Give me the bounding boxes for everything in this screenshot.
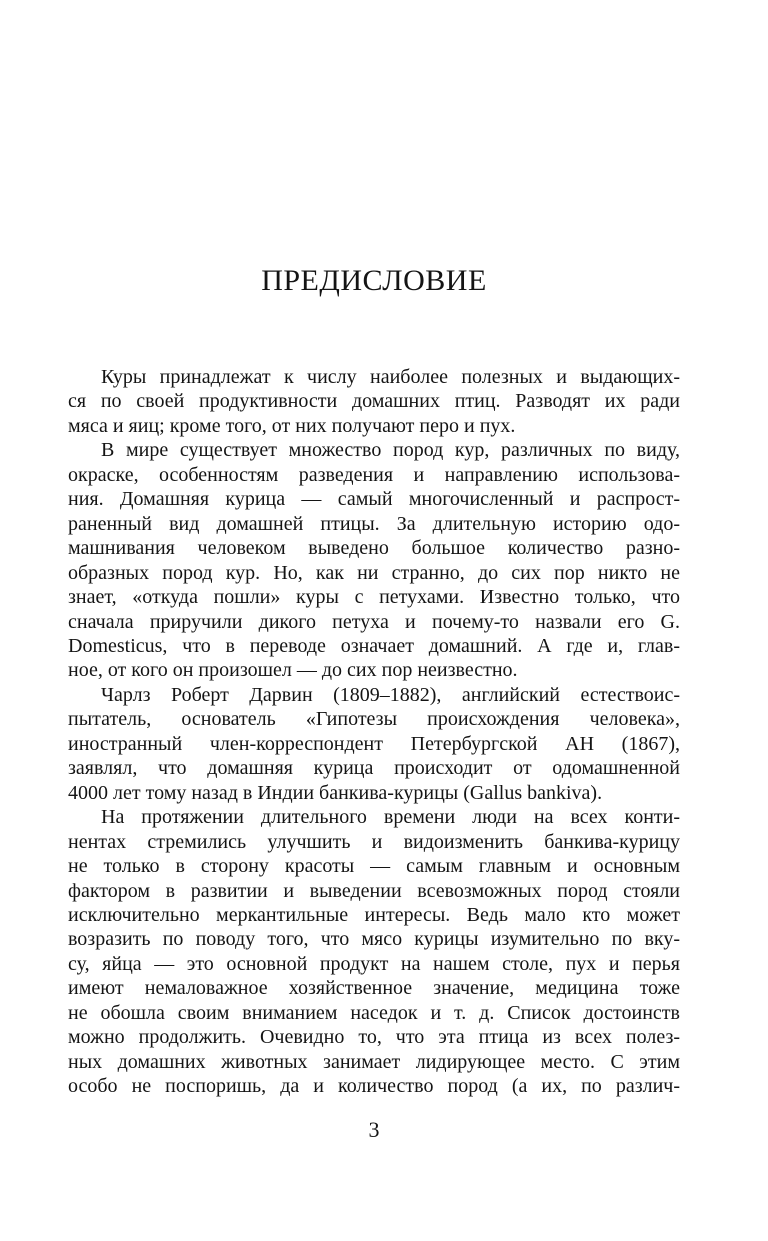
text-line: машнивания человеком выведено большое количество разно-	[68, 537, 680, 560]
text-line: знает, «откуда пошли» куры с петухами. Известно только, что	[68, 586, 680, 609]
text-line: Чарлз Роберт Дарвин (1809–1882), английский естествоис-	[101, 683, 680, 706]
text-line: не только в сторону красоты — самым главным и основным	[68, 855, 680, 878]
page-number: 3	[368, 1117, 380, 1142]
paragraph	[68, 438, 680, 683]
body-text	[68, 365, 680, 1099]
text-line: образных пород кур. Но, как ни странно, до сих пор никто не	[68, 561, 680, 584]
text-line: ся по своей продуктивности домашних птиц. Разводят их ради	[68, 390, 680, 413]
text-line: В мире существует множество пород кур, различных по виду,	[101, 439, 680, 462]
text-line: сначала приручили дикого петуха и почему-то назвали его G.	[68, 610, 680, 633]
text-line: пытатель, основатель «Гипотезы происхождения человека»,	[68, 708, 680, 731]
text-line: фактором в развитии и выведении всевозможных пород стояли	[68, 879, 680, 902]
text-line: иностранный член-корреспондент Петербургской АН (1867),	[68, 732, 680, 755]
text-line: ных домашних животных занимает лидирующее место. С этим	[68, 1050, 680, 1073]
text-line: можно продолжить. Очевидно то, что эта птица из всех полез-	[68, 1026, 680, 1049]
text-line: возразить по поводу того, что мясо курицы изумительно по вку-	[68, 928, 680, 951]
paragraph	[68, 683, 680, 805]
text-line: 4000 лет тому назад в Индии банкива-курицы (Gallus bankiva).	[68, 781, 603, 804]
text-line: На протяжении длительного времени люди на всех конти-	[101, 806, 680, 829]
text-line: имеют немаловажное хозяйственное значение, медицина тоже	[68, 977, 680, 1000]
text-line: нентах стремились улучшить и видоизменить банкива-курицу	[68, 830, 680, 853]
chapter-title: ПРЕДИСЛОВИЕ	[261, 264, 487, 297]
text-line: исключительно меркантильные интересы. Ведь мало кто может	[68, 903, 680, 926]
text-line: Domesticus, что в переводе означает домашний. А где и, глав-	[68, 634, 680, 657]
text-line: окраске, особенностям разведения и направлению использова-	[68, 463, 680, 486]
text-line: не обошла своим вниманием наседок и т. д. Список достоинств	[68, 1001, 680, 1024]
paragraph	[68, 805, 680, 1098]
text-line: Куры принадлежат к числу наиболее полезных и выдающих-	[101, 366, 680, 388]
text-line: ния. Домашняя курица — самый многочисленный и распрост-	[68, 488, 680, 511]
text-line: мяса и яиц; кроме того, от них получают перо и пух.	[68, 414, 516, 437]
text-line: раненный вид домашней птицы. За длительную историю одо-	[68, 512, 680, 535]
text-line: су, яйца — это основной продукт на нашем столе, пух и перья	[68, 952, 680, 975]
text-line: заявлял, что домашняя курица происходит от одомашненной	[68, 757, 680, 780]
paragraph	[68, 365, 680, 438]
text-line: особо не поспоришь, да и количество пород (а их, по различ-	[68, 1075, 680, 1098]
text-line: ное, от кого он произошел — до сих пор неизвестно.	[68, 659, 518, 682]
